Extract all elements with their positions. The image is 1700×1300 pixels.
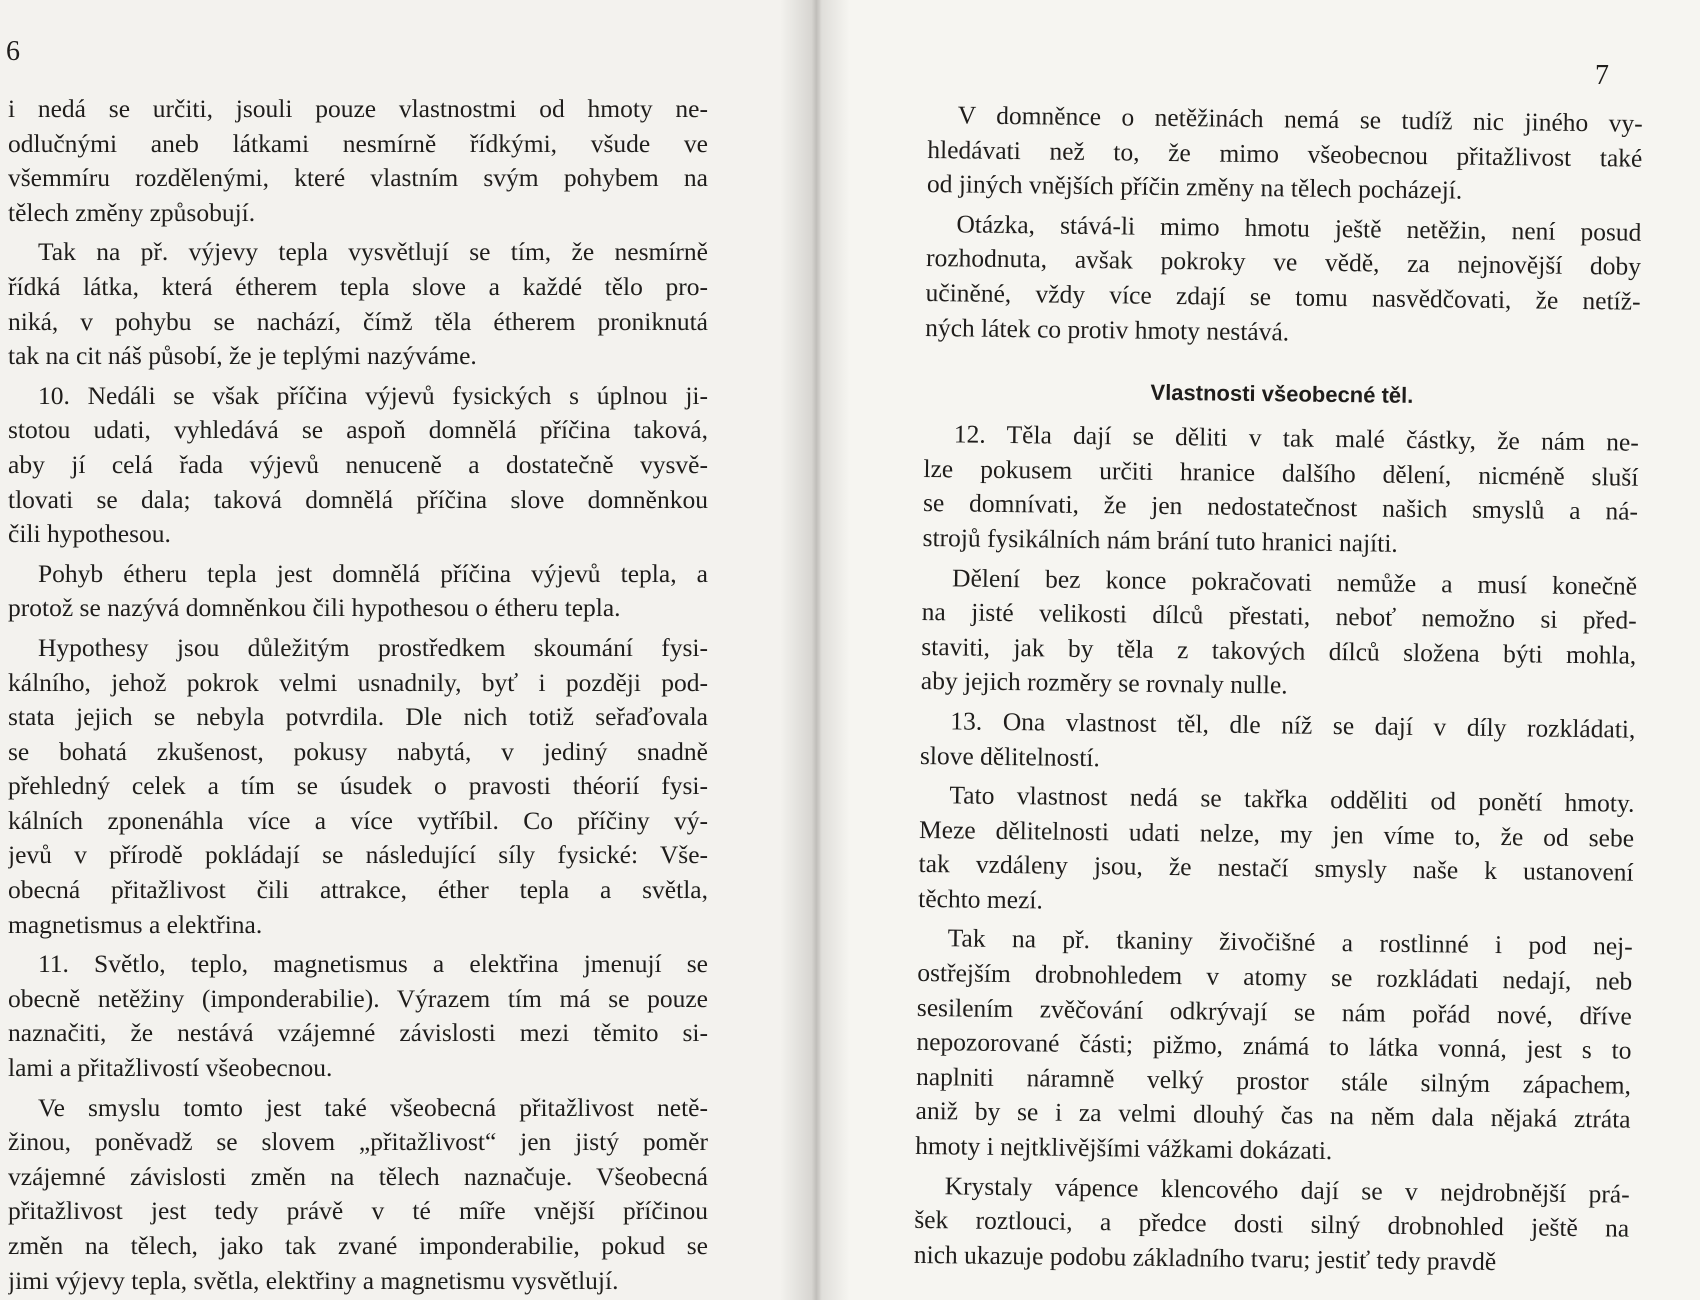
text-line: 12. Těla dají se děliti v tak malé částky, že nám ne- — [953, 419, 1640, 457]
text-line: odlučnými aneb látkami nesmírně řídkými, všude ve — [8, 128, 708, 158]
text-line: niká, v pohybu se nachází, čímž těla étherem proniknutá — [8, 306, 708, 336]
text-line: stata jejich se nebyla potvrdila. Dle nich totiž seřaďovala — [8, 702, 708, 732]
text-line: se domnívati, že jen nedostatečnost našich smyslů a ná- — [922, 488, 1639, 527]
paragraph — [8, 557, 708, 626]
text-line: aby jí celá řada výjevů nenuceně a dostatečně vysvě- — [8, 449, 708, 479]
text-line: Tak na př. tkaniny živočišné a rostlinné i pod nej- — [947, 923, 1633, 962]
text-line: přitažlivost jest tedy právě v té míře vnější příčinou — [8, 1196, 708, 1226]
paragraph — [921, 560, 1638, 707]
page-number-left: 6 — [6, 36, 20, 67]
paragraph — [918, 778, 1635, 925]
text-line: naplniti náramně velký prostor stále silným zápachem, — [915, 1061, 1632, 1100]
text-line: obecná přitažlivost čili attrakce, éther tepla a světla, — [8, 875, 708, 905]
paragraph — [927, 98, 1643, 211]
paragraph — [915, 921, 1633, 1172]
paragraph — [8, 235, 708, 373]
paragraph — [914, 1169, 1630, 1282]
text-line: nepozorované části; pižmo, známá to látka vonná, jest s to — [916, 1027, 1632, 1065]
text-line: ných látek co protiv hmoty nestává. — [925, 312, 1290, 346]
text-line: slove dělitelností. — [919, 740, 1101, 772]
paragraph — [8, 379, 708, 552]
text-line: Tak na př. výjevy tepla vysvětlují se tím, že nesmírně — [38, 237, 708, 267]
text-line: Tato vlastnost nedá se takřka odděliti od ponětí hmoty. — [949, 780, 1635, 818]
text-line: všemmíru rozdělenými, které vlastním svým pohybem na — [8, 163, 708, 193]
text-line: kálního, jehož pokrok velmi usnadnily, byť i později pod- — [8, 667, 708, 697]
text-line: Krystaly vápence klencového dají se v nejdrobnější prá- — [944, 1170, 1630, 1209]
left-text-column — [8, 92, 708, 1298]
text-line: těchto mezí. — [918, 883, 1044, 915]
paragraph — [8, 92, 708, 230]
text-line: hledávati než to, že mimo všeobecnou přitažlivost také — [927, 134, 1643, 173]
text-line: 11. Světlo, teplo, magnetismus a elektřina jmenují se — [38, 949, 708, 979]
text-line: nich ukazuje podobu základního tvaru; jestiť tedy pravdě — [913, 1239, 1497, 1276]
text-line: jimi výjevy tepla, světla, elektřiny a magnetismu vysvětlují. — [8, 1265, 619, 1295]
section-heading: Vlastnosti všeobecné těl. — [1150, 379, 1414, 409]
text-line: aniž by se i za velmi dlouhý čas na něm dala nějaká ztráta — [915, 1096, 1631, 1135]
text-line: hmoty i nejtklivějšími vážkami dokázati. — [915, 1130, 1333, 1166]
text-line: žinou, poněvadž se slovem „přitažlivost“ jen jistý poměr — [8, 1127, 708, 1157]
text-line: Meze dělitelnosti udati nelze, my jen víme to, že od sebe — [918, 814, 1635, 853]
text-line: lami a přitažlivostí všeobecnou. — [8, 1053, 333, 1083]
right-text-column — [914, 98, 1643, 1281]
paragraph — [920, 704, 1636, 782]
paragraph — [8, 947, 708, 1085]
paragraph — [8, 1091, 708, 1299]
text-line: Ve smyslu tomto jest také všeobecná přitažlivost netě- — [38, 1092, 708, 1122]
text-line: stotou udati, vyhledává se aspoň domnělá příčina taková, — [8, 415, 708, 445]
text-line: učiněné, vždy více zdají se tomu nasvědčovati, že netíž- — [925, 277, 1641, 316]
text-line: tak na cit náš působí, že je teplými nazýváme. — [8, 341, 477, 371]
paragraph — [8, 631, 708, 942]
text-line: Pohyb étheru tepla jest domnělá příčina výjevů tepla, a — [38, 558, 708, 588]
text-line: šek roztlouci, a předce dosti silný drobnohled ještě na — [914, 1205, 1630, 1243]
text-line: staviti, jak by těla z takových dílců složena býti mohla, — [921, 631, 1637, 670]
text-line: od jiných vnějších příčin změny na tělech pocházejí. — [926, 169, 1463, 205]
text-line: tělech změny způsobují. — [8, 197, 256, 227]
text-line: řídká látka, která étherem tepla slove a každé tělo pro- — [8, 271, 708, 301]
text-line: strojů fysikálních nám brání tuto hranici najíti. — [922, 522, 1398, 558]
text-line: vzájemné závislosti změn na tělech naznačuje. Všeobecná — [8, 1161, 708, 1191]
text-line: čili hypothesou. — [8, 519, 171, 549]
right-page — [820, 0, 1700, 1300]
text-line: Hypothesy jsou důležitým prostředkem skoumání fysi- — [38, 632, 708, 662]
text-line: naznačiti, že nestává vzájemné závislosti mezi těmito si- — [8, 1018, 708, 1048]
text-line: magnetismus a elektřina. — [8, 909, 263, 939]
text-line: Dělení bez konce pokračovati nemůže a musí konečně — [951, 562, 1638, 601]
text-line: lze pokusem určiti hranice dalšího dělení, nicméně sluší — [923, 453, 1639, 492]
text-line: sesilením zvěčování odkrývají se nám pořád nové, dříve — [916, 992, 1633, 1031]
text-line: i nedá se určiti, jsouli pouze vlastnostmi od hmoty ne- — [8, 94, 708, 123]
text-line: tak vzdáleny jsou, že nestačí smysly naše k ustanovení — [918, 849, 1634, 887]
text-line: V domněnce o netěžinách nemá se tudíž nic jiného vy- — [957, 100, 1643, 138]
text-line: ostřejším drobnohledem v atomy se rozkládati nedají, neb — [917, 957, 1633, 996]
text-line: rozhodnuta, avšak pokroky ve vědě, za nejnovější doby — [925, 243, 1642, 282]
text-line: tlovati se dala; taková domnělá příčina slove domněnkou — [8, 484, 708, 514]
text-line: Otázka, stává-li mimo hmotu ještě netěžin, není posud — [956, 209, 1642, 247]
text-line: 13. Ona vlastnost těl, dle níž se dají v díly rozkládati, — [950, 706, 1636, 744]
text-line: na jisté velikosti dílců přestati, neboť nemožno si před- — [921, 597, 1637, 635]
left-page — [0, 0, 820, 1300]
book-gutter — [780, 0, 850, 1300]
text-line: aby jejich rozměry se rovnaly nulle. — [920, 666, 1288, 700]
paragraph — [925, 207, 1642, 354]
page-number-right: 7 — [1595, 60, 1609, 91]
text-line: obecně netěžiny (imponderabilie). Výrazem tím má se pouze — [8, 983, 708, 1013]
text-line: protož se nazývá domněnkou čili hypothesou o étheru tepla. — [8, 593, 621, 623]
text-line: kálních zponenáhla více a více vytříbil. Co příčiny vý- — [8, 805, 708, 835]
text-line: jevů v přírodě pokládají se následující síly fysické: Vše- — [8, 840, 708, 870]
paragraph — [922, 417, 1639, 564]
text-line: 10. Nedáli se však příčina výjevů fysických s úplnou ji- — [38, 380, 708, 410]
text-line: změn na tělech, jako tak zvané imponderabilie, pokud se — [8, 1231, 708, 1260]
text-line: přehledný celek a tím se úsudek o pravosti théorií fysi- — [8, 771, 708, 801]
text-line: se bohatá zkušenost, pokusy nabytá, v jediný snadně — [8, 736, 708, 766]
